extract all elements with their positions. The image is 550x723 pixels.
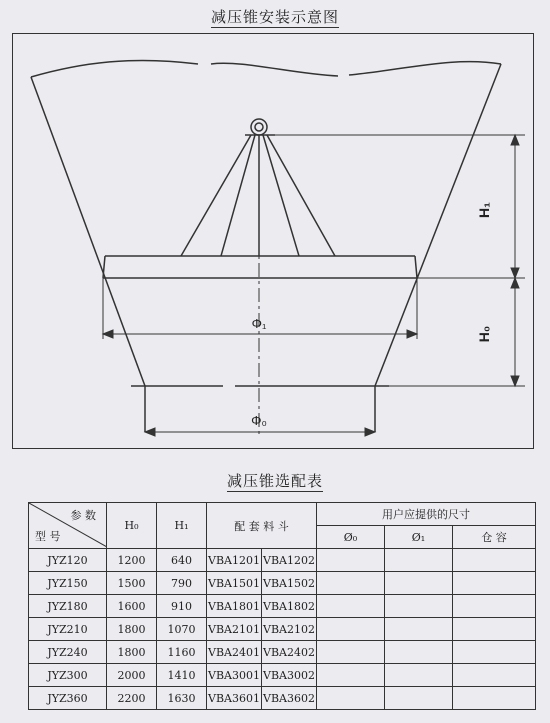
table-body [29, 549, 536, 710]
table-row [29, 549, 536, 572]
phi0-cell [317, 549, 385, 572]
phi0-cell [317, 641, 385, 664]
capacity-cell [453, 664, 536, 687]
param-model-header [29, 503, 107, 549]
model-label: 型 号 [35, 530, 61, 543]
phi0-cell [317, 687, 385, 710]
param-label: 参 数 [70, 509, 96, 522]
h0-cell: 2200 [107, 687, 157, 710]
model-cell: JYZ240 [29, 641, 107, 664]
phi1-cell [385, 595, 453, 618]
capacity-cell [453, 618, 536, 641]
phi0-label: Φ₀ [251, 413, 267, 428]
model-cell: JYZ300 [29, 664, 107, 687]
silo-top-edge [31, 60, 501, 77]
model-cell: JYZ360 [29, 687, 107, 710]
h0-cell: 1500 [107, 572, 157, 595]
capacity-cell [453, 687, 536, 710]
phi0-cell [317, 618, 385, 641]
phi1-cell [385, 687, 453, 710]
model-cell: JYZ150 [29, 572, 107, 595]
bucket2-cell: VBA2102 [262, 618, 317, 641]
model-cell: JYZ120 [29, 549, 107, 572]
h0-cell: 2000 [107, 664, 157, 687]
h1-header: H₁ [157, 503, 207, 549]
h1-cell: 1160 [157, 641, 207, 664]
h0-cell: 1600 [107, 595, 157, 618]
bucket-header: 配 套 料 斗 [207, 503, 317, 549]
table-row [29, 595, 536, 618]
table-row [29, 664, 536, 687]
bucket2-cell: VBA1502 [262, 572, 317, 595]
bucket2-cell: VBA3002 [262, 664, 317, 687]
bucket1-cell: VBA1201 [207, 549, 262, 572]
phi0-cell [317, 595, 385, 618]
phi1-cell [385, 641, 453, 664]
h1-label: H₁ [476, 202, 492, 218]
bucket1-cell: VBA1801 [207, 595, 262, 618]
capacity-header: 仓 容 [453, 526, 536, 549]
installation-diagram [12, 33, 534, 449]
phi1-cell [385, 549, 453, 572]
user-sizes-header: 用户应提供的尺寸 [317, 503, 536, 526]
installation-diagram-svg [13, 34, 535, 450]
h0-cell: 1200 [107, 549, 157, 572]
table-row [29, 618, 536, 641]
bucket2-cell: VBA3602 [262, 687, 317, 710]
h0-cell: 1800 [107, 641, 157, 664]
phi1-label: Φ₁ [251, 316, 267, 331]
bucket1-cell: VBA3601 [207, 687, 262, 710]
bucket2-cell: VBA1202 [262, 549, 317, 572]
phi0-header: Ø₀ [317, 526, 385, 549]
capacity-cell [453, 595, 536, 618]
capacity-cell [453, 572, 536, 595]
phi1-cell [385, 664, 453, 687]
phi1-cell [385, 618, 453, 641]
bucket2-cell: VBA2402 [262, 641, 317, 664]
phi0-cell [317, 572, 385, 595]
silo-left-wall [31, 77, 145, 386]
suspension-lines [181, 135, 335, 256]
table-row [29, 687, 536, 710]
h1-cell: 1070 [157, 618, 207, 641]
h1-cell: 790 [157, 572, 207, 595]
diagram-title [0, 6, 550, 27]
model-cell: JYZ180 [29, 595, 107, 618]
table-row [29, 641, 536, 664]
h0-label: H₀ [476, 325, 492, 343]
table-title [0, 470, 550, 491]
h0-cell: 1800 [107, 618, 157, 641]
h1-cell: 1630 [157, 687, 207, 710]
selection-table [28, 502, 536, 710]
h1-cell: 1410 [157, 664, 207, 687]
capacity-cell [453, 549, 536, 572]
table-row [29, 572, 536, 595]
h1-cell: 910 [157, 595, 207, 618]
table-header-row-1 [29, 503, 536, 526]
cone-right-side [415, 256, 417, 278]
h1-cell: 640 [157, 549, 207, 572]
bucket1-cell: VBA1501 [207, 572, 262, 595]
model-cell: JYZ210 [29, 618, 107, 641]
capacity-cell [453, 641, 536, 664]
bucket1-cell: VBA2401 [207, 641, 262, 664]
diagram-title-text: 减压锥安装示意图 [210, 8, 339, 26]
h0-header: H₀ [107, 503, 157, 549]
bucket2-cell: VBA1802 [262, 595, 317, 618]
phi0-cell [317, 664, 385, 687]
phi1-cell [385, 572, 453, 595]
bucket1-cell: VBA2101 [207, 618, 262, 641]
hanger-ring-inner [255, 123, 263, 131]
table-title-text: 减压锥选配表 [226, 472, 323, 490]
hanger-ring [251, 119, 267, 135]
phi1-header: Ø₁ [385, 526, 453, 549]
bucket1-cell: VBA3001 [207, 664, 262, 687]
